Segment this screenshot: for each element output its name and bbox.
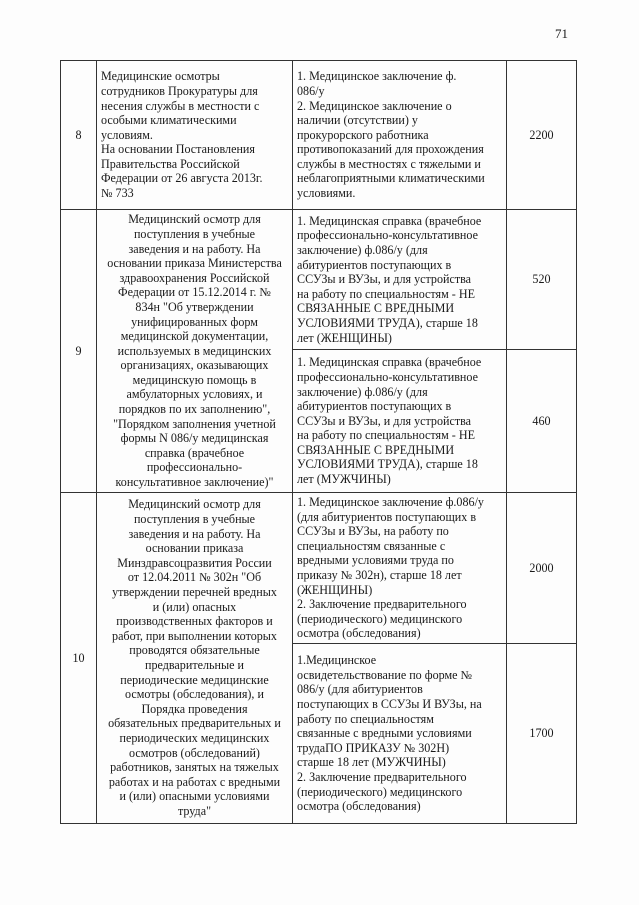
document-description (293, 350, 507, 493)
document-description (293, 210, 507, 350)
document-description (293, 61, 507, 210)
table-row (61, 61, 577, 210)
service-name-text: Медицинские осмотры сотрудников Прокуратуры для несения службы в местности с особыми климатическими условиям. На основании Постановления Правительства Российской Федерации от 26 августа 2013г. № 733 (101, 69, 263, 201)
price-cell: 520 (507, 210, 577, 350)
service-name (97, 210, 293, 493)
price-cell: 2200 (507, 61, 577, 210)
document-description-text: 1. Медицинская справка (врачебное профессионально-консультативное заключение) ф.086/у (для абитуриентов поступающих в ССУЗы и ВУЗы, и для устройства на работу по специальностям - НЕ СВЯЗАННЫЕ С ВРЕДНЫМИ УСЛОВИЯМИ ТРУДА), старше 18 лет (МУЖЧИНЫ) (297, 355, 482, 487)
page-number: 71 (555, 26, 568, 41)
service-name (97, 493, 293, 824)
row-number: 10 (61, 493, 97, 824)
service-name-text: Медицинский осмотр для поступления в учебные заведения и на работу. На основании приказа Министерства здравоохранения Российской Федерации от 15.12.2014 г. № 834н "Об утверждении унифицированных форм медицинской документации, используемых в медицинских организациях, оказывающих медицинскую помощь в амбулаторных условиях, и порядков по их заполнению", "Порядком заполнения учетной формы N 086/у медицинская справка (врачебное профессионально- консультативное заключение)" (107, 212, 282, 490)
services-table (60, 60, 577, 824)
price-cell: 460 (507, 350, 577, 493)
table-row (61, 493, 577, 644)
table-row (61, 210, 577, 350)
document-description (293, 643, 507, 823)
document-description (293, 493, 507, 644)
service-name (97, 61, 293, 210)
document-description-text: 1. Медицинская справка (врачебное профессионально-консультативное заключение) ф.086/у (для абитуриентов поступающих в ССУЗы и ВУЗы, и для устройства на работу по специальностям - НЕ СВЯЗАННЫЕ С ВРЕДНЫМИ УСЛОВИЯМИ ТРУДА), старше 18 лет (ЖЕНЩИНЫ) (297, 213, 482, 345)
row-number: 8 (61, 61, 97, 210)
price-cell: 1700 (507, 643, 577, 823)
row-number: 9 (61, 210, 97, 493)
document-description-text: 1. Медицинское заключение ф.086/у (для абитуриентов поступающих в ССУЗы и ВУЗы, на работу по специальностям связанные с вредными условиями труда по приказу № 302н), старше 18 лет (ЖЕНЩИНЫ) 2. Заключение предварительного (периодического) медицинского осмотра (обследования) (297, 495, 484, 641)
document-description-text: 1. Медицинское заключение ф. 086/у 2. Медицинское заключение о наличии (отсутствии) у прокурорского работника противопоказаний для прохождения службы в местностях с тяжелыми и неблагоприятными климатическими условиями. (297, 69, 485, 201)
service-name-text: Медицинский осмотр для поступления в учебные заведения и на работу. На основании приказа Минздравсоцразвития России от 12.04.2011 № 302н "Об утверждении перечней вредных и (или) опасных производственных факторов и работ, при выполнении которых проводятся обязательные предварительные и периодические медицинские осмотры (обследования), и Порядка проведения обязательных предварительных и периодических медицинских осмотров (обследований) работников, занятых на тяжелых работах и на работах с вредными и (или) опасными условиями труда" (108, 497, 281, 818)
price-cell: 2000 (507, 493, 577, 644)
document-description-text: 1.Медицинское освидетельствование по форме № 086/у (для абитуриентов поступающих в ССУЗы И ВУЗы, на работу по специальностям связанные с вредными условиями трудаПО ПРИКАЗУ № 302Н) старше 18 лет (МУЖЧИНЫ) 2. Заключение предварительного (периодического) медицинского осмотра (обследования) (297, 653, 482, 814)
